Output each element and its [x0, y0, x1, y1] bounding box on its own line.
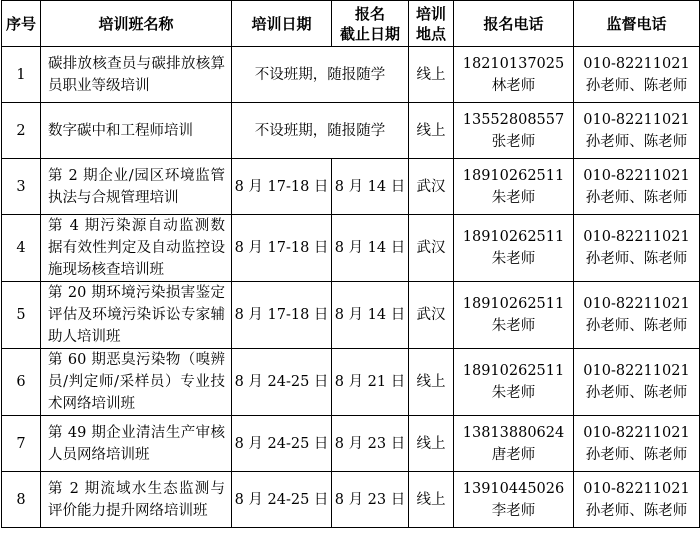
signup-phone: 18910262511: [462, 229, 565, 245]
row-supervise-contact: [574, 159, 700, 215]
row-location: 武汉: [409, 159, 454, 215]
signup-phone: 13813880624: [462, 424, 565, 441]
table-row: [2, 349, 700, 416]
row-supervise-contact: [574, 282, 700, 349]
row-location: 武汉: [409, 282, 454, 349]
row-signup-contact: [454, 282, 574, 349]
supervise-teachers: 孙老师、陈老师: [585, 251, 688, 267]
row-deadline: 8 月 21 日: [332, 349, 409, 416]
supervise-phone: 010-82211021: [583, 424, 690, 441]
signup-teacher: 张老师: [491, 133, 536, 150]
signup-teacher: 朱老师: [491, 318, 536, 334]
header-location: [409, 1, 454, 47]
row-date: 8 月 24-25 日: [232, 349, 332, 416]
supervise-teachers: 孙老师、陈老师: [585, 77, 688, 94]
row-signup-contact: [454, 159, 574, 215]
header-deadline-line2: 截止日期: [339, 24, 400, 43]
signup-teacher: 朱老师: [491, 385, 536, 401]
supervise-phone: 010-82211021: [583, 229, 690, 245]
row-supervise-contact: [574, 349, 700, 416]
signup-teacher: 林老师: [491, 77, 536, 94]
row-seq: 6: [2, 349, 41, 416]
table-row: [2, 215, 700, 282]
header-seq: 序号: [2, 1, 41, 47]
signup-phone: 13552808557: [462, 111, 565, 128]
supervise-phone: 010-82211021: [583, 480, 690, 497]
signup-phone: 18910262511: [462, 167, 565, 184]
row-date: 8 月 17-18 日: [232, 282, 332, 349]
header-deadline-line1: 报名: [354, 4, 385, 23]
row-supervise-contact: [574, 416, 700, 472]
supervise-teachers: 孙老师、陈老师: [585, 502, 688, 519]
supervise-phone: 010-82211021: [583, 296, 690, 312]
row-date-merged: 不设班期，随报随学: [232, 47, 409, 103]
row-location: 线上: [409, 103, 454, 159]
row-date: 8 月 17-18 日: [232, 215, 332, 282]
header-date: 培训日期: [232, 1, 332, 47]
supervise-phone: 010-82211021: [583, 167, 690, 184]
row-course-name: 第 49 期企业清洁生产审核人员网络培训班: [41, 416, 232, 472]
row-deadline: 8 月 14 日: [332, 215, 409, 282]
supervise-teachers: 孙老师、陈老师: [585, 189, 688, 206]
row-signup-contact: [454, 349, 574, 416]
table-row: [2, 159, 700, 215]
row-date: 8 月 24-25 日: [232, 416, 332, 472]
row-date: 8 月 17-18 日: [232, 159, 332, 215]
row-course-name: 第 4 期污染源自动监测数据有效性判定及自动监控设施现场核查培训班: [41, 215, 232, 282]
row-location: 线上: [409, 472, 454, 528]
row-date-merged: 不设班期，随报随学: [232, 103, 409, 159]
row-course-name: 第 20 期环境污染损害鉴定评估及环境污染诉讼专家辅助人培训班: [41, 282, 232, 349]
header-name: 培训班名称: [41, 1, 232, 47]
row-location: 线上: [409, 349, 454, 416]
signup-teacher: 唐老师: [491, 446, 536, 463]
signup-phone: 18210137025: [462, 55, 565, 72]
row-signup-contact: [454, 472, 574, 528]
row-deadline: 8 月 14 日: [332, 159, 409, 215]
row-seq: 1: [2, 47, 41, 103]
row-location: 武汉: [409, 215, 454, 282]
row-seq: 3: [2, 159, 41, 215]
row-course-name: 第 2 期流域水生态监测与评价能力提升网络培训班: [41, 472, 232, 528]
supervise-teachers: 孙老师、陈老师: [585, 446, 688, 463]
signup-teacher: 朱老师: [491, 189, 536, 206]
row-signup-contact: [454, 416, 574, 472]
table-row: [2, 47, 700, 103]
supervise-teachers: 孙老师、陈老师: [585, 318, 688, 334]
row-supervise-contact: [574, 472, 700, 528]
supervise-teachers: 孙老师、陈老师: [585, 385, 688, 401]
row-seq: 4: [2, 215, 41, 282]
row-supervise-contact: [574, 47, 700, 103]
row-supervise-contact: [574, 215, 700, 282]
supervise-teachers: 孙老师、陈老师: [585, 133, 688, 150]
row-course-name: 第 2 期企业/园区环境监管执法与合规管理培训: [41, 159, 232, 215]
row-course-name: 碳排放核查员与碳排放核算员职业等级培训: [41, 47, 232, 103]
supervise-phone: 010-82211021: [583, 111, 690, 128]
row-date: 8 月 24-25 日: [232, 472, 332, 528]
row-supervise-contact: [574, 103, 700, 159]
row-course-name: 数字碳中和工程师培训: [41, 103, 232, 159]
row-location: 线上: [409, 47, 454, 103]
row-seq: 5: [2, 282, 41, 349]
table-row: [2, 103, 700, 159]
signup-phone: 18910262511: [462, 363, 565, 379]
training-schedule-table: [1, 0, 700, 528]
header-location-line1: 培训: [415, 4, 446, 23]
signup-teacher: 李老师: [491, 502, 536, 519]
row-seq: 7: [2, 416, 41, 472]
row-signup-contact: [454, 47, 574, 103]
row-seq: 2: [2, 103, 41, 159]
header-row: [2, 1, 700, 47]
signup-phone: 13910445026: [462, 480, 565, 497]
header-deadline: [332, 1, 409, 47]
row-location: 线上: [409, 416, 454, 472]
row-signup-contact: [454, 103, 574, 159]
table-row: [2, 472, 700, 528]
header-signup-phone: 报名电话: [454, 1, 574, 47]
row-signup-contact: [454, 215, 574, 282]
supervise-phone: 010-82211021: [583, 55, 690, 72]
table-row: [2, 416, 700, 472]
row-deadline: 8 月 14 日: [332, 282, 409, 349]
signup-phone: 18910262511: [462, 296, 565, 312]
row-deadline: 8 月 23 日: [332, 472, 409, 528]
row-seq: 8: [2, 472, 41, 528]
signup-teacher: 朱老师: [491, 251, 536, 267]
supervise-phone: 010-82211021: [583, 363, 690, 379]
table-row: [2, 282, 700, 349]
row-deadline: 8 月 23 日: [332, 416, 409, 472]
header-location-line2: 地点: [415, 24, 446, 43]
header-supervise-phone: 监督电话: [574, 1, 700, 47]
row-course-name: 第 60 期恶臭污染物（嗅辨员/判定师/采样员）专业技术网络培训班: [41, 349, 232, 416]
